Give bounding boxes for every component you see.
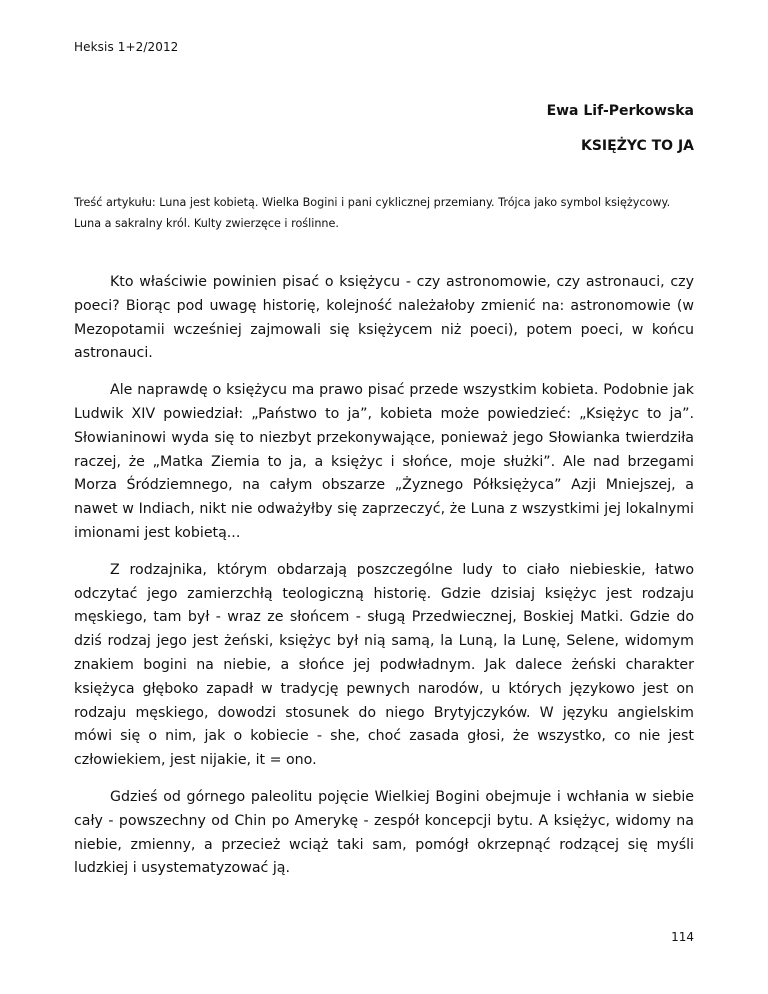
paragraph: Kto właściwie powinien pisać o księżycu - czy astronomowie, czy astronauci, czy poeci? Biorąc pod uwagę historię, kolejność należałoby zmienić na: astronomowie (w Mezopotamii wcześniej zajmowali się księżycem niż poeci), potem poeci, w końcu astronauci. xyxy=(74,274,694,362)
article-author: Ewa Lif-Perkowska xyxy=(546,103,694,119)
paragraph: Gdzieś od górnego paleolitu pojęcie Wielkiej Bogini obejmuje i wchłania w siebie cały - powszechny od Chin po Amerykę - zespół koncepcji bytu. A księżyc, widomy na niebie, zmienny, a przecież wciąż taki sam, pomógł okrzepnąć rodzącej się myśli ludzkiej i usystematyzować ją. xyxy=(74,788,694,877)
article-abstract: Treść artykułu: Luna jest kobietą. Wielka Bogini i pani cyklicznej przemiany. Trójca jako symbol księżycowy. Luna a sakralny król. Kulty zwierzęce i roślinne. xyxy=(74,196,671,230)
journal-header: Heksis 1+2/2012 xyxy=(74,40,179,54)
paragraph: Z rodzajnika, którym obdarzają poszczególne ludy to ciało niebieskie, łatwo odczytać jego zamierzchłą teologiczną historię. Gdzie dzisiaj księżyc jest rodzaju męskiego, tam był - wraz ze słońcem - sługą Przedwiecznej, Boskiej Matki. Gdzie do dziś rodzaj jego jest żeński, księżyc był nią samą, la Luną, la Lunę, Selene, widomym znakiem bogini na niebie, a słońce jej podwładnym. Jak dalece żeński charakter księżyca głęboko zapadł w tradycję pewnych narodów, u których językowo jest on rodzaju męskiego, dowodzi stosunek do niego Brytyjczyków. W języku angielskim mówi się o nim, jak o kobiecie - she, choć zasada głosi, że wszystko, co nie jest człowiekiem, jest nijakie, it = ono. xyxy=(74,561,694,769)
page-number: 114 xyxy=(671,930,694,944)
paragraph: Ale naprawdę o księżycu ma prawo pisać przede wszystkim kobieta. Podobnie jak Ludwik XIV powiedział: „Państwo to ja”, kobieta może powiedzieć: „Księżyc to ja”. Słowianinowi wyda się to niezbyt przekonywające, ponieważ jego Słowianka twierdziła raczej, że „Matka Ziemia to ja, a księżyc i słońce, moje służki”. Ale nad brzegami Morza Śródziemnego, na całym obszarze „Żyznego Półksiężyca” Azji Mniejszej, a nawet w Indiach, nikt nie odważyłby się zaprzeczyć, że Luna z wszystkimi jej lokalnymi imionami jest kobietą... xyxy=(74,382,694,541)
article-body xyxy=(74,271,694,894)
article-title: KSIĘŻYC TO JA xyxy=(580,138,694,154)
